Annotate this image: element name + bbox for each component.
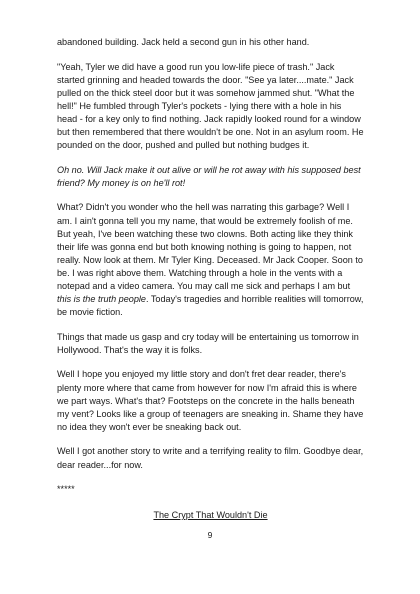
paragraph-4-emphasis: this is the truth people	[57, 294, 146, 305]
paragraph-4-text-b: . Today's tragedies and horrible realities will tomorrow, be movie fiction.	[57, 294, 364, 318]
paragraph-6: Well I hope you enjoyed my little story and don't fret dear reader, there's plenty more where that came from however for now I'm afraid this is where we part ways. What's that? Footsteps on the concrete in the halls beneath my vent? Looks like a group of teenagers are sneaking in. Shame they have no idea they won't ever be sneaking back out.	[57, 369, 364, 432]
paragraph-3-italic: Oh no. Will Jack make it out alive or will he rot away with his supposed best friend? My money is on he'll rot!	[57, 164, 361, 188]
paragraph-4-text-a: What? Didn't you wonder who the hell was narrating this garbage? Well I am. I ain't gonna tell you my name, that would be extremely foolish of me. But yeah, I've been watching these two clowns. Both acting like they think their life was gonna end but both knowing nothing is going to happen, not really. Now look at them. Mr Tyler King. Deceased. Mr Jack Cooper. Soon to be. I was right above them. Watching through a hole in the vents with a notepad and a video camera. You may call me sick and perhaps I am but	[57, 202, 363, 291]
paragraph-1: abandoned building. Jack held a second gun in his other hand.	[57, 37, 310, 47]
next-story-title: The Crypt That Wouldn't Die	[153, 510, 268, 521]
paragraph-4	[57, 201, 364, 319]
paragraph-2: "Yeah, Tyler we did have a good run you low-life piece of trash." Jack started grinning and headed towards the door. "See ya later....mate." Jack pulled on the thick steel door but it was somehow jammed shut. "What the hell!" He fumbled through Tyler's pockets - lying there with a hole in his head - for a key only to find nothing. Jack rapidly looked round for a window but then remembered that there wouldn't be one. Not in an asylum room. He pounded on the door, pushed and pulled but nothing budges it.	[57, 61, 364, 151]
page-number: 9	[207, 530, 213, 540]
section-separator: *****	[57, 484, 75, 495]
paragraph-7: Well I got another story to write and a terrifying reality to film. Goodbye dear, dear reader...for now.	[57, 446, 364, 470]
paragraph-5: Things that made us gasp and cry today will be entertaining us tomorrow in Hollywood. That's the way it is folks.	[57, 331, 359, 355]
